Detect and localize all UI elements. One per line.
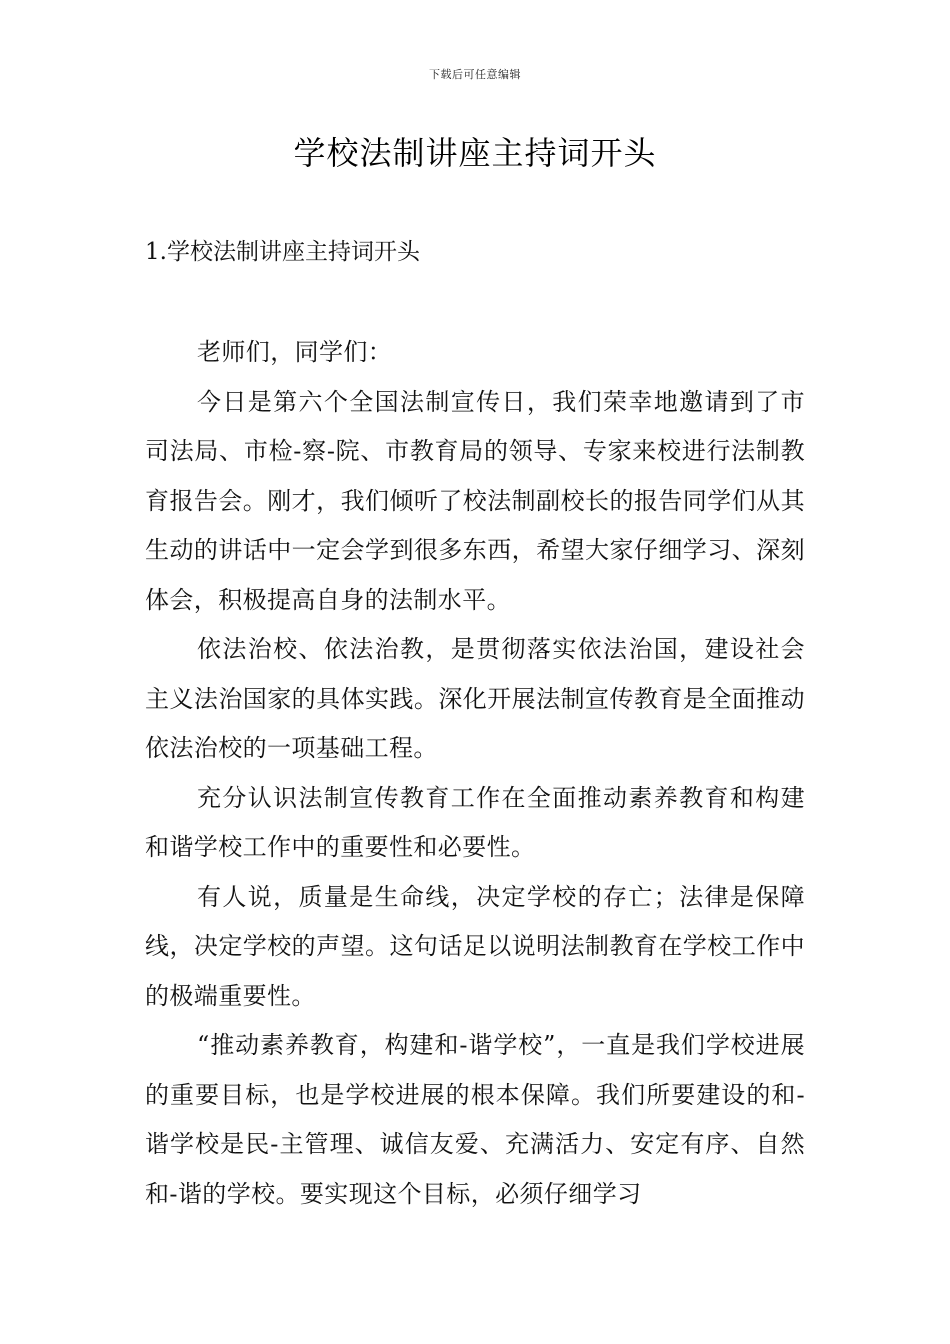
document-title: 学校法制讲座主持词开头	[293, 134, 657, 172]
paragraph: 今日是第六个全国法制宣传日，我们荣幸地邀请到了市司法局、市检-察-院、市教育局的领导、专家来校进行法制教育报告会。刚才，我们倾听了校法制副校长的报告同学们从其生动的讲话中一定会学到很多东西，希望大家仔细学习、深刻体会，积极提高自身的法制水平。	[145, 387, 805, 614]
header-note: 下载后可任意编辑	[429, 68, 521, 81]
paragraph: 有人说，质量是生命线，决定学校的存亡；法律是保障线，决定学校的声望。这句话足以说明法制教育在学校工作中的极端重要性。	[145, 882, 805, 1010]
paragraph: 依法治校、依法治教，是贯彻落实依法治国，建设社会主义法治国家的具体实践。深化开展法制宣传教育是全面推动依法治校的一项基础工程。	[145, 635, 805, 762]
section-heading: 1.学校法制讲座主持词开头	[145, 239, 420, 265]
body-text	[145, 328, 805, 1219]
paragraph: 充分认识法制宣传教育工作在全面推动素养教育和构建和谐学校工作中的重要性和必要性。	[145, 783, 805, 861]
paragraph: “推动素养教育，构建和-谐学校”，一直是我们学校进展的重要目标，也是学校进展的根本保障。我们所要建设的和-谐学校是民-主管理、诚信友爱、充满活力、安定有序、自然和-谐的学校。要实现这个目标，必须仔细学习	[145, 1031, 805, 1208]
paragraph-greeting: 老师们，同学们：	[197, 338, 393, 366]
